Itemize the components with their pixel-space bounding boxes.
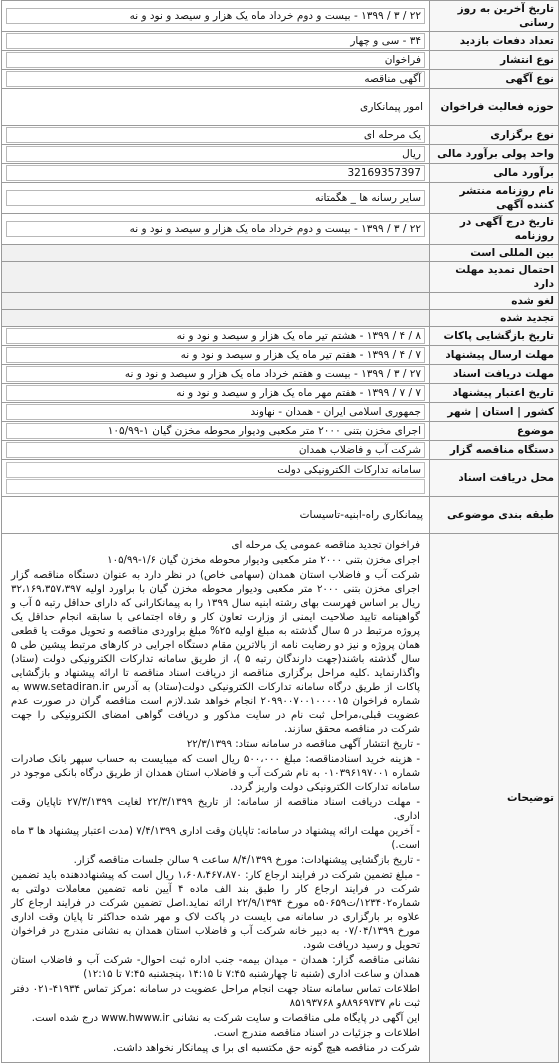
label-publish-type: نوع انتشار [430, 51, 559, 70]
label-announce-type: نوع آگهی [430, 70, 559, 89]
description-line: شرکت آب و فاضلاب استان همدان (سهامی خاص) در نظر دارد به عنوان دستگاه مناقصه گزار اجرای مخزن بتنی ۲۰۰۰ متر مکعبی ودیوار محوطه مخزن گیان با براورد اولیه ۳۲،۱۶۹،۳۵۷،۳۹۷ ریال بر اساس فهرست بهای رشته ابنیه سال ۱۳۹۹ را به پیمانکارانی که دارای حداقل رتبه ۵ آب و گواهینامه تایید صلاحیت ایمنی از وزارت تعاون کار و رفاه اجتماعی با سابقه انجام حداقل یک پروژه مرتبط در ۵ سال گذشته به مبلغ اولیه ۲۵% مبلغ براوردی مناقصه و تحویل موقت یا قطعی همان پروژه و نیز دو رضایت نامه از بالاترین مقام دستگاه اجرایی در کارهای مرتبط پیشین طی ۵ سال گذشته باشند(جهت دارندگان رتبه ۵ )، از طریق سامانه تدارکات الکترونیکی دولت (ستاد) واگذارنماید .کلیه مراحل برگزاری مناقصه از دریافت اسناد مناقصه تا ارائه پیشنهاد و بازگشایی پاکات از طریق درگاه سامانه تدارکات الکترونیکی دولت(ستاد) به آدرس www.setadiran.ir به شماره فراخوان ۲۰۹۹۰۰۷۰۰۱۰۰۰۰۱۵ انجام خواهد شد.لازم است مناقصه گران در صورت عدم عضویت قبلی،مراحل ثبت نام در سایت مذکور و دریافت گواهی امضای الکترونیکی را جهت شرکت در مناقصه محقق سازند. [11, 570, 420, 735]
row-organizer [2, 441, 559, 460]
row-subject [2, 422, 559, 441]
label-renewed: تجدید شده [430, 310, 559, 327]
value-newspaper: سایر رسانه ها _ هگمتانه [6, 190, 425, 206]
description-line: این آگهی در پایگاه ملی مناقصات و سایت شرکت به نشانی www.hwww.ir درج شده است. [31, 1013, 420, 1024]
description-line: اجرای مخزن بتنی ۲۰۰۰ متر مکعبی ودیوار محوطه مخزن گیان ۱/۶-۱۰۵/۹۹ [107, 555, 420, 566]
label-open-date: تاریخ بازگشایی پاکات [430, 327, 559, 346]
label-international: بین المللی است [430, 245, 559, 262]
value-doc-place: سامانه تدارکات الکترونیکی دولت [6, 462, 425, 478]
row-category [2, 497, 559, 534]
value-location: جمهوری اسلامی ایران - همدان - نهاوند [6, 404, 425, 420]
label-doc-place: محل دریافت اسناد [430, 460, 559, 497]
value-news-date: ۲۲ / ۳ / ۱۳۹۹ - بیست و دوم خرداد ماه یک هزار و سیصد و نود و نه [6, 221, 425, 237]
label-newspaper: نام روزنامه منتشر کننده آگهی [430, 183, 559, 214]
value-doc-deadline: ۲۷ / ۳ / ۱۳۹۹ - بیست و هفتم خرداد ماه یک هزار و سیصد و نود و نه [6, 366, 425, 382]
description-line: - تاریخ انتشار آگهی مناقصه در سامانه ستاد: ۲۲/۳/۱۳۹۹ [186, 739, 420, 750]
row-cancelled [2, 293, 559, 310]
value-extension [6, 274, 425, 280]
row-publish-type [2, 51, 559, 70]
row-estimate [2, 164, 559, 183]
label-visit-count: تعداد دفعات بازدید [430, 32, 559, 51]
description-line: اطلاعات تماس سامانه ستاد جهت انجام مراحل عضویت در سامانه :مرکز تماس ۴۱۹۳۴-۰۲۱ دفتر ثبت نام ۸۸۹۶۹۷۳۷و ۸۵۱۹۳۷۶۸ [11, 984, 421, 1009]
value-hold-type: یک مرحله ای [6, 127, 425, 143]
label-currency: واحد پولی برآورد مالی [430, 145, 559, 164]
row-announce-type [2, 70, 559, 89]
row-currency [2, 145, 559, 164]
label-organizer: دستگاه مناقصه گزار [430, 441, 559, 460]
value-currency: ریال [6, 146, 425, 162]
label-validity: تاریخ اعتبار پیشنهاد [430, 384, 559, 403]
description-line: شرکت در مناقصه هیچ گونه حق مکتسبه ای برا ی پیمانکار نخواهد داشت. [113, 1043, 420, 1054]
description-line: - مبلغ تضمین شرکت در فرایند ارجاع کار: ۱،۶۰۸،۴۶۷،۸۷۰ ریال است که پیشنهاددهنده باید تضمین شرکت در فرایند ارجاع کار را طبق بند الف ماده ۴ آیین نامه تضمین معاملات دولتی به شماره۱۲۳۴۰۲/ت۵۰۶۵۹ه مورخ ۲۲/۹/۱۳۹۴ ارائه نماید.اصل تضمین شرکت در فرایند ارجاع کار علاوه بر بارگزاری در سامانه می بایست در پاکت لاک و مهر شده حداکثر تا پایان وقت اداری مورخ ۰۷/۰۴/۱۳۹۹ به دبیر خانه شرکت آب و فاضلاب استان همدان به نشانی مندرج در فراخوان تحویل و رسید دریافت شود. [11, 870, 420, 951]
value-doc-place-empty [6, 479, 425, 494]
row-location [2, 403, 559, 422]
description-text [6, 535, 425, 1061]
row-doc-place [2, 460, 559, 497]
label-location: کشور | استان | شهر [430, 403, 559, 422]
row-visit-count [2, 32, 559, 51]
description-line: - تاریخ بازگشایی پیشنهادات: مورخ ۸/۴/۱۳۹۹ ساعت ۹ سالن جلسات مناقصه گزار. [73, 855, 420, 866]
tender-detail-table [1, 0, 559, 1063]
value-subject: اجرای مخزن بتنی ۲۰۰۰ متر مکعبی ودیوار محوطه مخزن گیان ۱-۱۰۵/۹۹ [6, 423, 425, 439]
value-activity: امور پیمانکاری [360, 101, 423, 113]
row-renewed [2, 310, 559, 327]
value-cancelled [6, 298, 425, 304]
label-activity: حوزه فعالیت فراخوان [430, 89, 559, 126]
row-hold-type [2, 126, 559, 145]
label-extension: احتمال تمدید مهلت دارد [430, 262, 559, 293]
row-activity [2, 89, 559, 126]
value-estimate: 32169357397 [6, 165, 425, 181]
value-visit-count: ۳۴ - سی و چهار [6, 33, 425, 49]
description-line: - هزینه خرید اسنادمناقصه: مبلغ ۵۰۰،۰۰۰ ریال است که میبایست به حساب سپهر بانک صادرات شماره ۰۱۰۳۹۶۱۹۷۰۰۱ به نام شرکت آب و فاضلاب استان همدان از طریق درگاه بانکی موجود در سامانه تدارکات الکترونیکی دولت واریز گردد. [11, 754, 420, 793]
row-submit-deadline [2, 346, 559, 365]
tender-detail-page [1, 0, 559, 1063]
label-estimate: برآورد مالی [430, 164, 559, 183]
label-hold-type: نوع برگزاری [430, 126, 559, 145]
value-organizer: شرکت آب و فاضلاب همدان [6, 442, 425, 458]
value-open-date: ۸ / ۴ / ۱۳۹۹ - هشتم تیر ماه یک هزار و سیصد و نود و نه [6, 328, 425, 344]
row-description [2, 534, 559, 1063]
row-doc-deadline [2, 365, 559, 384]
label-doc-deadline: مهلت دریافت اسناد [430, 365, 559, 384]
row-extension [2, 262, 559, 293]
label-description: توضیحات [430, 534, 559, 1063]
description-line: فراخوان تجدید مناقصه عمومی یک مرحله ای [231, 540, 420, 551]
label-news-date: تاریخ درج آگهی در روزنامه [430, 214, 559, 245]
value-publish-type: فراخوان [6, 52, 425, 68]
label-subject: موضوع [430, 422, 559, 441]
label-category: طبقه بندی موضوعی [430, 497, 559, 534]
value-renewed [6, 315, 425, 321]
description-line: نشانی مناقصه گزار: همدان - میدان بیمه- جنب اداره ثبت احوال- شرکت آب و فاضلاب استان همدان و ساعت اداری (شنبه تا چهارشنبه ۷:۴۵ تا ۱۴:۱۵ ،پنجشنبه ۷:۴۵ تا ۱۲:۱۵) [11, 955, 420, 980]
row-news-date [2, 214, 559, 245]
value-announce-type: آگهی مناقصه [6, 71, 425, 87]
value-international [6, 250, 425, 256]
row-last-update [2, 1, 559, 32]
value-validity: ۷ / ۷ / ۱۳۹۹ - هفتم مهر ماه یک هزار و سیصد و نود و نه [6, 385, 425, 401]
label-last-update: تاریخ آخرین به روز رسانی [430, 1, 559, 32]
row-newspaper [2, 183, 559, 214]
row-open-date [2, 327, 559, 346]
value-submit-deadline: ۷ / ۴ / ۱۳۹۹ - هفتم تیر ماه یک هزار و سیصد و نود و نه [6, 347, 425, 363]
value-last-update: ۲۲ / ۳ / ۱۳۹۹ - بیست و دوم خرداد ماه یک هزار و سیصد و نود و نه [6, 8, 425, 24]
row-validity [2, 384, 559, 403]
description-line: - مهلت دریافت اسناد مناقصه از سامانه: از تاریخ ۲۲/۳/۱۳۹۹ لغایت ۲۷/۳/۱۳۹۹ تاپایان وقت اداری. [11, 797, 420, 822]
description-line: - آخرین مهلت ارائه پیشنهاد در سامانه: تاپایان وقت اداری ۷/۴/۱۳۹۹ (مدت اعتبار پیشنهاد ها ۳ ماه است.) [11, 826, 420, 851]
description-line: اطلاعات و جزئیات در اسناد مناقصه مندرج است. [213, 1028, 420, 1039]
value-category: پیمانکاری راه-ابنیه-تاسیسات [299, 509, 423, 521]
row-international [2, 245, 559, 262]
label-cancelled: لغو شده [430, 293, 559, 310]
label-submit-deadline: مهلت ارسال پیشنهاد [430, 346, 559, 365]
